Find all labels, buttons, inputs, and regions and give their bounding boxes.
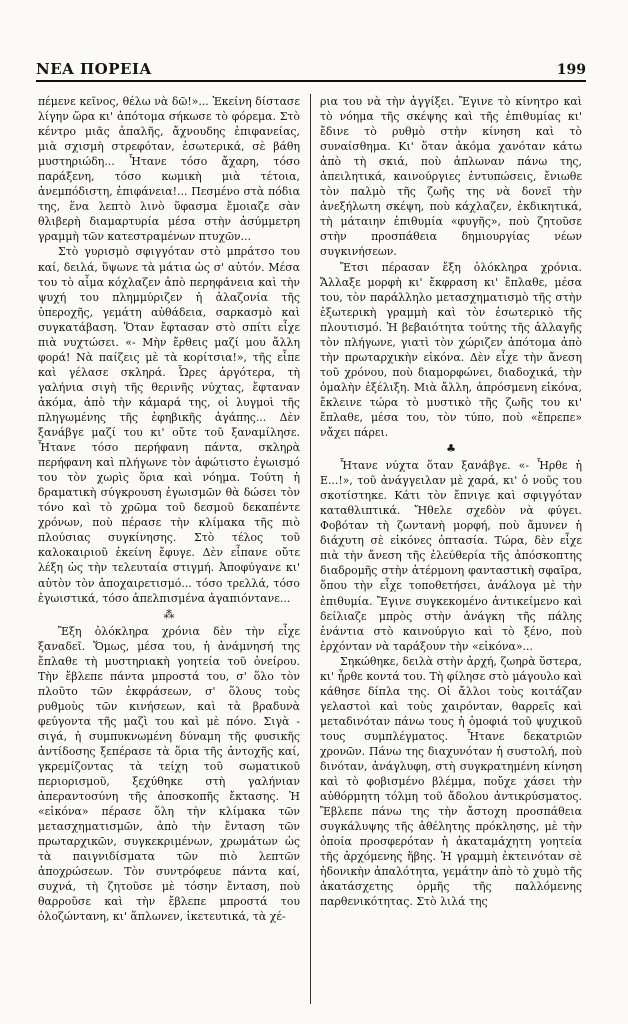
paragraph: Ἦτανε νύχτα ὅταν ξανάβγε. «- Ἦρθε ἡ Ε...!», τοῦ ἀνάγγειλαν μὲ χαρά, κι' ὁ νοῦς του σκοτίστηκε. Κάτι τὸν ἔπνιγε καὶ σφιγγόταν καταθλιπτικά. Ἤθελε σχεδὸν νὰ φύγει. Φοβόταν τὴ ζωντανὴ μορφή, ποὺ ἄμυνεν ἡ διάχυτη σὲ εἰκόνες ὀπτασία. Τώρα, δὲν εἶχε πιὰ τὴν ἄνεση τῆς ἐλεύθερία τῆς ἀπόσκοπτης διαδρομῆς στὴν ἀτέρμονη φανταστικὴ σφαῖρα, ὅπου τὴν εἶχε τοποθετήσει, ἀνάλογα μὲ τὴν ἐπιθυμία. Ἔγινε συγκεκομένο ἀντικείμενο καὶ δείλιαζε μπρὸς στὴν ἀνάγκη τῆς πάλης ἐνάντια στὸ καινούργιο καὶ τὸ ξένο, ποὺ ἐρχόνταν νὰ ταράξουν τὴν «εἰκόνα»... (320, 459, 582, 653)
left-column (38, 94, 300, 1014)
paragraph: πέμενε κεῖνος, θέλω νὰ δῶ!»... Ἐκείνη δίστασε λίγην ὥρα κι' ἀπότομα σήκωσε τὸ φόρεμα. Στὸ κέντρο μιᾶς ἀπαλῆς, ἄχνουδης ἐπιφανείας, μιὰ σχισμὴ στρεφόταν, ἐσωτερικά, σὲ βάθη μυστηριώδη... Ἦτανε τόσο ἄχαρη, τόσο παράξενη, τόσο κωμικὴ μιὰ τέτοια, ἀνεμπόδιστη, ἐπιφάνεια!... Πεσμένο στὰ πόδια της, ἕνα λεπτὸ λινὸ ὕφασμα ἔμοιαζε σὰν θλιβερὴ διαμαρτυρία μέσα στὴν ἀσύμμετρη γραμμὴ τῶν κατεστραμένων πτυχῶν... (38, 95, 300, 244)
section-break-asterism: ⁂ (163, 607, 175, 621)
paragraph: Ἔξη ὁλόκληρα χρόνια δὲν τὴν εἶχε ξαναδεῖ. Ὅμως, μέσα του, ἡ ἀνάμνησή της ἔπλαθε τὴ μυστηριακὴ γοητεία τοῦ ὀνείρου. Τὴν ἔβλεπε πάντα μπροστά του, σ' ὅλο τὸν πλοῦτο τῶν ἐκφράσεων, σ' ὅλους τοὺς ρυθμοὺς τῶν κινήσεων, καὶ τὰ βραδυνὰ φεύγοντα τῆς μαζὶ του καὶ μὲ πόνο. Σιγὰ - σιγά, ἡ συμπυκνωμένη δύναμη τῆς φυσικῆς ἀντίδοσης ξεπέρασε τὰ ὅρια τῆς ἀντοχῆς καί, γκρεμίζοντας τὰ τείχη τοῦ σωματικοῦ περιορισμοῦ, ξεχύθηκε στὴ γαλήνιαν ἀπεραντοσύνη τῆς ἀποσκοπῆς ἔκτασης. Ἡ «εἰκόνα» πέρασε ὅλη τὴν κλίμακα τῶν μετασχηματισμῶν, ἀπὸ τὴν ἔνταση τῶν πρωταρχικῶν, συγκεκριμένων, χρωμάτων ὡς τὰ παιγνιδίσματα τῶν πιὸ λεπτῶν ἀποχρώσεων. Τὸν συντρόφευε πάντα καί, συχνά, τὴ ζητοῦσε μὲ τόσην ἔνταση, ποὺ θαρροῦσε καὶ τὴν ἔβλεπε μπροστά του ὁλοζώντανη, κι' ἅπλωνεν, ἱκετευτικά, τὰ χέ- (38, 624, 300, 924)
paragraph: Στὸ γυρισμὸ σφιγγόταν στὸ μπράτσο του καί, δειλά, ὕψωνε τὰ μάτια ὡς σ' αὐτόν. Μέσα του τὸ αἷμα κόχλαζεν ἀπὸ περηφάνεια καὶ τὴν ψυχή του πλημμύριζεν ἡ ἀλαζονία τῆς ὑπεροχῆς, γεμάτη αὐθάδεια, σαρκασμὸ καὶ συγκατάβαση. Ὅταν ἔφτασαν στὸ σπίτι εἶχε πιὰ νυχτώσει. «- Μὴν ἔρθεις μαζί μου ἄλλη φορά! Νὰ παίζεις μὲ τὰ κορίτσια!», τῆς εἶπε καὶ γέλασε σκληρά. Ὧρες ἀργότερα, τὴ γαλήνια σιγὴ τῆς θερινῆς νύχτας, ἔφταναν ἀκόμα, ἀπὸ τὴν κάμαρά της, οἱ λυγμοὶ τῆς πληγωμένης τῆς ἐφηβικῆς ἀγάπης... Δὲν ξανάβγε μαζί του κι' οὔτε τοῦ ξαναμίλησε. Ἦτανε τόσο περήφανη πάντα, σκληρὰ περήφανη καὶ πλήγωνε τὸν ἀφώτιστο ἐγωισμό του τὸν χωρὶς ὅρια καὶ νόημα. Τούτη ἡ δραματικὴ σύγκρουση ἐγωισμῶν θὰ δώσει τὸν τόνο καὶ τὸ χρῶμα τοῦ δεσμοῦ δεκαπέντε χρόνων, ποὺ πέρασε τὴν κλίμακα τῆς πιὸ πλούσιας συγκίνησης. Στὸ τέλος τοῦ καλοκαιριοῦ ἐκείνη ἔφυγε. Δὲν εἶπανε οὔτε λέξη ὡς τὴν τελευταία στιγμή. Ἀποφύγανε κι' αὐτὸν τὸν ἀποχαιρετισμό... τόσο τρελλά, τόσο ἐγωιστικά, τόσο ἀπελπισμένα ἀγαπιόντανε... (38, 245, 300, 605)
running-header (36, 54, 586, 78)
paragraph: Σηκώθηκε, δειλὰ στὴν ἀρχή, ζωηρὰ ὕστερα, κι' ἦρθε κοντά του. Τὴ φίλησε στὸ μάγουλο καὶ κάθησε δίπλα της. Οἱ ἄλλοι τοὺς κοιτάζαν γελαστοὶ καὶ τοὺς χαιρόνταν, θαρρεῖς καὶ μεταδινόταν πάνω τους ἡ ὁμοφιά τοῦ ψυχικοῦ τους συμπλέγματος. Ἦτανε δεκατριῶν χρονῶν. Πάνω της διαχυνόταν ἡ συστολή, ποὺ δινόταν, ἀνάγλυφη, στὴ συγκρατημένη κίνηση καὶ τὸ φοβισμένο βλέμμα, ποὔχε χάσει τὴν αὐθόρμητη τόλμη τοῦ ἄδολου ἀντικρύσματος. Ἔβλεπε πάνω της τὴν ἄστοχη προσπάθεια συγκάλυψης τῆς ἀθέλητης πρόκλησης, μὲ τὴν ὁποία προσφερόταν ἡ ἀκαταμάχητη γοητεία τῆς ἀρχόμενης ἥβης. Ἡ γραμμὴ ἐκτεινόταν σὲ ἡδονικὴν ἀπαλότητα, γεμάτην ἀπὸ τὸ χυμὸ τῆς ἀκατάσχετης ὁρμῆς τῆς παλλόμενης παρθενικότητας. Στὸ λιλά της (320, 654, 582, 909)
paragraph: Ἔτσι πέρασαν ἔξη ὁλόκληρα χρόνια. Ἄλλαξε μορφὴ κι' ἔκφραση κι' ἔπλαθε, μέσα του, τὸν παράλληλο μετασχηματισμὸ τῆς στὴν ἐξωτερικὴ γραμμὴ καὶ τὸν ἐσωτερικὸ τῆς πλουτισμό. Ἡ βεβαιότητα τούτης τῆς ἀλλαγῆς τὸν πλήγωνε, γιατὶ τὸν χώριζεν ἀπότομα ἀπὸ τὴν πρωταρχικὴν εἰκόνα. Δὲν εἶχε τὴν ἄνεση τοῦ χρόνου, ποὺ διαμορφώνει, διαδοχικά, τὴν ὁμαλὴν ἐξέλιξη. Μιὰ ἄλλη, ἀπρόσμενη εἰκόνα, ἔκλεινε τώρα τὸ μυστικὸ τῆς ζωῆς του κι' ἔπλαθε, μέσα του, τὸν τύπο, ποὺ «ἔπρεπε» νἄχει πάρει. (320, 260, 582, 440)
header-rule (36, 80, 586, 82)
paragraph: ρια του νὰ τὴν ἀγγίξει. Ἔγινε τὸ κίνητρο καὶ τὸ νόημα τῆς σκέψης καὶ τῆς ἐπιθυμίας κι' ἔδινε τὸ ρυθμὸ στὴν κίνηση καὶ τὸ συναίσθημα. Κι' ὅταν ἀκόμα χανόταν κάτω ἀπὸ τὴ σκιά, ποὺ ἁπλωναν πάνω της, ἀπειλητικά, καινούργιες ἐντυπώσεις, ἔνιωθε τὸν παλμὸ τῆς ζωῆς της νὰ δονεῖ τὴν ἀνεξήλωτη σκέψη, ποὺ κάχλαζεν, ἐκδικητικά, τὴ μάταιην ἐπιθυμία «φυγῆς», ποὺ ζητοῦσε στὴν προσπάθεια δημιουργίας νέων συγκινήσεων. (320, 95, 582, 259)
journal-title: ΝΕΑ ΠΟΡΕΙΑ (36, 60, 152, 78)
column-divider (310, 94, 311, 1004)
right-column (320, 94, 582, 1014)
page-number: 199 (556, 62, 586, 78)
section-break-club: ♣ (446, 442, 456, 456)
